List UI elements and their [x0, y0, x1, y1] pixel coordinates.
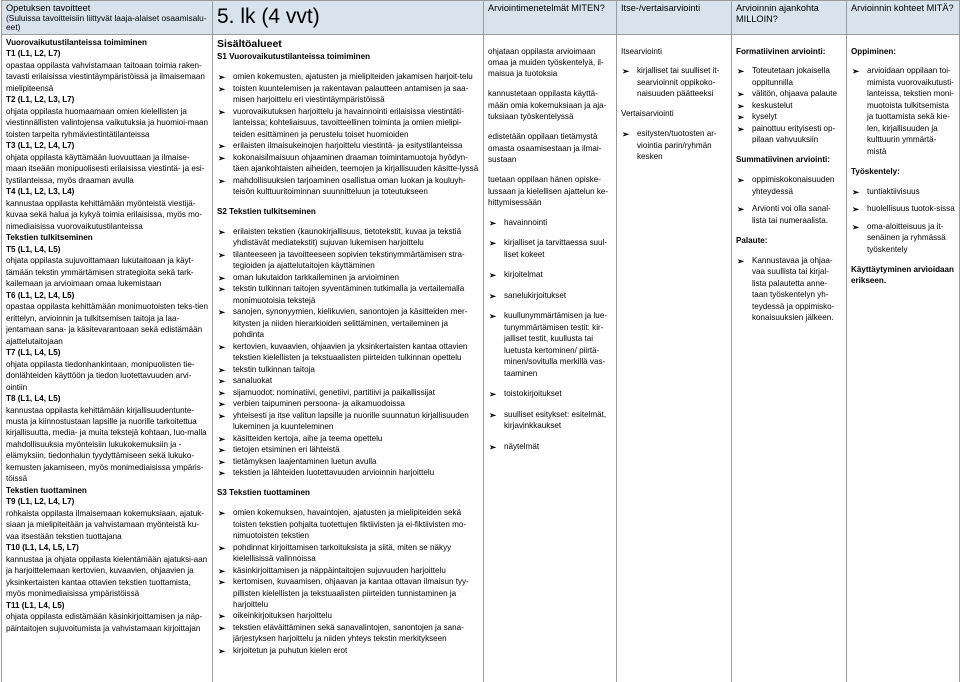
learning-list: [851, 65, 955, 157]
list-item: [217, 444, 479, 455]
arrow-bullet-icon: ➢: [218, 399, 226, 410]
header-targets-title: Arvioinnin kohteet MITÄ?: [851, 3, 954, 13]
goal-text: opastaa oppilasta kehittämään monimuotoisten teks-tien erittelyn, arvioinnin ja tulkitsemisen taitoja ja laa-jentamaan sana- ja käsitevarantoaan sekä edistämään ajattelutaitojaan: [6, 302, 208, 346]
list-item-text: huolellisuus tuotok-sissa: [867, 204, 955, 214]
goal-text: ohjata oppilasta edistämään käsinkirjoittamisen ja näp-päintaitojen sujuvoitumista ja vahvistamaan kirjoittajan: [6, 612, 203, 633]
goal-code: T10 (L1, L4, L5, L7): [6, 543, 79, 553]
list-item-text: toisten kuuntelemisen ja rakentavan palautteen antamisen ja saa-misen harjoittelu eri viestintäympäristöissä: [233, 83, 469, 105]
list-item-text: kirjoitetun ja puhutun kielen erot: [233, 645, 348, 655]
arrow-bullet-icon: ➢: [218, 508, 226, 519]
list-item: [217, 456, 479, 467]
list-item: [736, 255, 842, 324]
learning-title: Oppiminen:: [851, 46, 896, 56]
list-item-text: kirjoitelmat: [504, 270, 543, 280]
methods-list: [488, 217, 612, 228]
arrow-bullet-icon: ➢: [218, 72, 226, 83]
arrow-bullet-icon: ➢: [489, 290, 497, 301]
list-item: [217, 467, 479, 478]
header-methods: [484, 1, 617, 35]
goal-code: T8 (L1, L4, L5): [6, 394, 61, 404]
list-item-text: kertovien, kuvaavien, ohjaavien ja yksinkertaisten kantaa ottavien tekstien kielellisten ja tekstuaalisten piirteiden tulkinnan opettelu: [233, 341, 468, 363]
list-item-text: kyselyt: [752, 112, 777, 122]
arrow-bullet-icon: ➢: [218, 83, 226, 94]
arrow-bullet-icon: ➢: [622, 129, 630, 140]
list-item: [217, 306, 479, 340]
method-paragraph: edistetään oppilaan tietämystä omasta osaamisestaan ja ilmai-sustaan: [488, 132, 602, 165]
header-goals: [2, 1, 213, 35]
list-item: [488, 409, 612, 432]
list-item-text: näytelmät: [504, 441, 540, 451]
list-item-text: omien kokemusten, ajatusten ja mielipiteiden jakamisen harjoit-telu: [233, 72, 473, 82]
targets-cell: [847, 35, 960, 682]
arrow-bullet-icon: ➢: [737, 89, 745, 100]
feedback-title: Palaute:: [736, 235, 768, 245]
list-item-text: sanaluokat: [233, 376, 273, 386]
list-item: [217, 576, 479, 610]
list-item-text: tietämyksen laajentaminen luetun avulla: [233, 456, 377, 466]
arrow-bullet-icon: ➢: [852, 221, 860, 232]
list-item: [217, 433, 479, 444]
list-item-text: tuntiaktiivisuus: [867, 186, 920, 196]
goal-text: ohjata oppilasta huomaamaan omien kielellisten ja viestinnällisten valintojensa vaikutuksia ja huomioi-maan toisten tarpeita ryhmäviestintätilanteissa: [6, 106, 208, 139]
goals-block: [6, 37, 208, 682]
arrow-bullet-icon: ➢: [737, 100, 745, 111]
list-item: [217, 71, 479, 82]
list-item-text: yhteisesti ja itse valitun lapsille ja nuorille suunnatun kirjallisuuden lukeminen ja kuunteleminen: [233, 410, 469, 432]
arrow-bullet-icon: ➢: [489, 389, 497, 400]
list-item-text: tilanteeseen ja tavoitteeseen sopivien tekstinymmärtämisen stra-tegioiden ja ajattelutaitojen käyttäminen: [233, 249, 465, 271]
list-item: [851, 203, 955, 214]
goal-code: T5 (L1, L4, L5): [6, 244, 61, 254]
list-item-text: tietojen etsiminen eri lähteistä: [233, 445, 340, 455]
arrow-bullet-icon: ➢: [218, 387, 226, 398]
list-item-text: vuorovaikutuksen harjoittelu ja havainnointi erilaisissa viestintäti-lanteissa; kohteliaisuus, tavoitteellinen toiminta ja omien mielipi-teiden esittäminen ja perustelu toiset huomioiden: [233, 106, 464, 139]
goal-text: ohjata oppilasta sujuvoittamaan lukutaitoaan ja käyt-tämään tekstin ymmärtämisen strategioita sekä tark-kailemaan ja arvioimaan omaa lukemistaan: [6, 256, 194, 289]
list-item: [488, 388, 612, 399]
goal-code: T3 (L1, L2, L4, L7): [6, 141, 75, 151]
list-item-text: tekstien ja lähteiden luotettavuuden arvioinnin harjoittelu: [233, 468, 435, 478]
goal-code: T2 (L1, L2, L3, L7): [6, 95, 75, 105]
list-item: [217, 283, 479, 306]
list-item: [217, 542, 479, 565]
header-timing-title: Arvioinnin ajankohta MILLOIN?: [736, 3, 819, 24]
skills-title: Työskentely:: [851, 166, 900, 176]
summative-title: Summatiivinen arviointi:: [736, 155, 830, 165]
list-item: [217, 226, 479, 249]
grade-title: 5. lk (4 vvt): [217, 5, 320, 28]
header-targets: [847, 1, 960, 35]
arrow-bullet-icon: ➢: [218, 376, 226, 387]
list-item: [851, 221, 955, 255]
arrow-bullet-icon: ➢: [218, 565, 226, 576]
arrow-bullet-icon: ➢: [852, 204, 860, 215]
list-item-text: oman lukutaidon tarkkaileminen ja arvioiminen: [233, 272, 400, 282]
list-item-text: suulliset esitykset: esitelmät, kirjavinkkaukset: [504, 409, 607, 431]
goal-text: kannustaa oppilasta kehittämään kirjallisuudentunte-musta ja kiinnostustaan lapsille ja nuorille tarkoitettua kirjallisuutta, media- ja muita tekstejä kohtaan, luo-malla mahdollisuuksia myönteisiin lukukokemuksiin ja -elämyksiin, tiedonhalun tyydyttämiseen sekä lukuko-kemusten jakamiseen, myös monimediaisissa ympäris-töissä: [6, 405, 207, 484]
list-item: [217, 175, 479, 198]
arrow-bullet-icon: ➢: [489, 311, 497, 322]
header-self-peer-title: Itse-/vertaisarviointi: [621, 3, 701, 13]
arrow-bullet-icon: ➢: [218, 284, 226, 295]
list-item: [736, 174, 842, 197]
goals-list: [6, 244, 208, 485]
list-item-text: mahdollisuuksien tarjoaminen osallistua oman luokan ja kouluyh-teisön kulttuuritoiminnan suunnitteluun ja toteutukseen: [233, 175, 466, 196]
arrow-bullet-icon: ➢: [737, 255, 745, 266]
goals-list: [6, 48, 208, 232]
formative-title: Formatiivinen arviointi:: [736, 46, 826, 56]
list-item: [736, 203, 842, 226]
list-item: [736, 123, 842, 146]
arrow-bullet-icon: ➢: [489, 218, 497, 229]
goal-text: kannustaa oppilasta kehittämään myönteistä viestijä-kuvaa sekä halua ja kykyä toimia erilaisissa, myös mo-nimediaisissa vuorovaikutustilanteissa: [6, 198, 203, 231]
arrow-bullet-icon: ➢: [218, 249, 226, 260]
curriculum-table: [1, 0, 960, 682]
list-item: [217, 375, 479, 386]
list-item-text: sanelukirjoitukset: [504, 290, 567, 300]
self-list: [621, 65, 727, 99]
arrow-bullet-icon: ➢: [489, 238, 497, 249]
arrow-bullet-icon: ➢: [218, 141, 226, 152]
list-item: [621, 128, 727, 162]
list-item: [217, 645, 479, 656]
header-row: [2, 1, 960, 35]
methods-cell: [484, 35, 617, 682]
arrow-bullet-icon: ➢: [218, 410, 226, 421]
list-item-text: sanojen, synonyymien, kielikuvien, sanontojen ja käsitteiden mer-kitysten ja niiden hierarkioiden selittäminen, vertaileminen ja pohdinta: [233, 307, 468, 340]
arrow-bullet-icon: ➢: [737, 123, 745, 134]
arrow-bullet-icon: ➢: [218, 456, 226, 467]
list-item-text: oma-aloitteisuus ja it-senäinen ja ryhmässä työskentely: [867, 221, 946, 254]
list-item: [488, 237, 612, 260]
summative-list: [736, 174, 842, 226]
list-item: [217, 387, 479, 398]
s2-title: S2 Tekstien tulkitseminen: [217, 206, 316, 216]
list-item: [736, 111, 842, 122]
list-item-text: tekstin tulkinnan taitojen syventäminen tutkimalla ja vertailemalla monimuotoisia tekstejä: [233, 284, 465, 305]
list-item-text: toistokirjoitukset: [504, 389, 562, 399]
content-row: [2, 35, 960, 682]
list-item-text: oikeinkirjoituksen harjoittelu: [233, 611, 332, 621]
arrow-bullet-icon: ➢: [218, 622, 226, 633]
list-item-text: omien kokemuksen, havaintojen, ajatusten ja mielipiteiden sekä toisten tekstien pohjalta tuotettujen fiktiivisten ja ei-fiktiivisten mo-nimuotoisten tekstien: [233, 508, 467, 541]
timing-block: [736, 37, 842, 682]
goal-code: T6 (L1, L2, L4, L5): [6, 290, 75, 300]
arrow-bullet-icon: ➢: [737, 175, 745, 186]
content-areas-cell: [213, 35, 484, 682]
list-item: [851, 65, 955, 157]
list-item: [217, 410, 479, 433]
arrow-bullet-icon: ➢: [218, 364, 226, 375]
goals-section-title: Tekstien tulkitseminen: [6, 233, 93, 243]
arrow-bullet-icon: ➢: [218, 445, 226, 456]
arrow-bullet-icon: ➢: [489, 441, 497, 452]
list-item-text: kirjalliset tai suulliset it-searvioinnit oppikoko-naisuuden päätteeksi: [637, 66, 720, 99]
list-item: [736, 100, 842, 111]
arrow-bullet-icon: ➢: [489, 409, 497, 420]
list-item-text: keskustelut: [752, 100, 793, 110]
goal-code: T4 (L1, L2, L3, L4): [6, 187, 75, 197]
arrow-bullet-icon: ➢: [218, 272, 226, 283]
arrow-bullet-icon: ➢: [218, 577, 226, 588]
list-item: [217, 341, 479, 364]
list-item-text: Kannustavaa ja ohjaa-vaa suullista tai kirjal-lista palautetta anne-taan työskentelyn yh-teydessä ja oppimisko-konaisuuksien jälkeen.: [752, 255, 835, 323]
arrow-bullet-icon: ➢: [218, 542, 226, 553]
peer-list: [621, 128, 727, 162]
arrow-bullet-icon: ➢: [852, 66, 860, 77]
header-timing: [732, 1, 847, 35]
arrow-bullet-icon: ➢: [218, 645, 226, 656]
list-item: [621, 65, 727, 99]
list-item-text: havainnointi: [504, 218, 548, 228]
s3-list: [217, 507, 479, 656]
header-grade: [213, 1, 484, 35]
goal-text: kannustaa ja ohjata oppilasta kielentämään ajatuksi-aan ja harjoittelemaan kertovien, kuvaavien, ohjaavien ja yksinkertaisten kantaa ottavien tekstien tuottamista, myös monimediaisissa ympäristöissä: [6, 554, 208, 599]
arrow-bullet-icon: ➢: [737, 66, 745, 77]
list-item: [217, 249, 479, 272]
list-item: [217, 152, 479, 175]
arrow-bullet-icon: ➢: [489, 270, 497, 281]
s3-title: S3 Tekstien tuottaminen: [217, 488, 310, 498]
list-item: [217, 622, 479, 645]
arrow-bullet-icon: ➢: [218, 307, 226, 318]
methods-block: [488, 37, 612, 682]
goal-text: ohjata oppilasta käyttämään luovuuttaan ja ilmaise-maan itseään monipuolisesti erilaisissa viestintä- ja esi-tystilanteissa, myös draaman avulla: [6, 152, 205, 185]
arrow-bullet-icon: ➢: [218, 175, 226, 186]
self-peer-block: [621, 37, 727, 682]
feedback-list: [736, 255, 842, 324]
arrow-bullet-icon: ➢: [737, 204, 745, 215]
s1-title: S1 Vuorovaikutustilanteissa toimiminen: [217, 52, 371, 62]
goal-text: rohkaista oppilasta ilmaisemaan kokemuksiaan, ajatuk-siaan ja mielipiteitään ja vahvistamaan myönteistä ku-vaa itsestään tekstien tuottajana: [6, 508, 204, 541]
method-paragraph: kannustetaan oppilasta käyttä-mään omia kokemuksiaan ja aja-tuksiaan työskentelyssä: [488, 89, 607, 122]
list-item-text: kokonaisilmaisuun ohjaaminen draaman toimintamuotoja hyödyn-täen ajankohtaisten aiheiden, teemojen ja kirjallisuuden käsitte-lyssä: [233, 152, 479, 174]
list-item: [488, 269, 612, 280]
list-item: [488, 217, 612, 228]
list-item-text: erilaisten tekstien (kaunokirjallisuus, tietotekstit, kuvaa ja tekstiä yhdistävät mediatekstit) sujuvan lukemisen harjoittelu: [233, 226, 462, 248]
list-item-text: sijamuodot: nominatiivi, genetiivi, partitiivi ja paikallissijat: [233, 387, 435, 397]
s1-list: [217, 71, 479, 197]
goals-cell: [2, 35, 213, 682]
formative-list: [736, 65, 842, 145]
list-item-text: kirjalliset ja tarvittaessa suul-liset kokeet: [504, 238, 608, 259]
methods-list: [488, 237, 612, 452]
self-title: Itsearviointi: [621, 46, 662, 56]
goal-code: T9 (L1, L2, L4, L7): [6, 497, 75, 507]
arrow-bullet-icon: ➢: [218, 106, 226, 117]
content-areas-heading: Sisältöalueet: [217, 38, 282, 50]
arrow-bullet-icon: ➢: [218, 433, 226, 444]
behaviour-note: Käyttäytyminen arvioidaan erikseen.: [851, 264, 955, 286]
goal-text: opastaa oppilasta vahvistamaan taitoaan toimia raken-tavasti erilaisissa viestintäympäristöissä ja ilmaisemaan mielipiteensä: [6, 60, 205, 93]
method-paragraph: tuetaan oppilaan hänen opiske-lussaan ja kielellisen ajattelun ke-hittymisessään: [488, 175, 609, 208]
list-item-text: tekstien eläväittäminen sekä sanavalintojen, sanontojen ja sana-järjestyksen harjoittelu ja niiden yhteys tekstin merkitykseen: [233, 622, 464, 644]
list-item: [488, 310, 612, 379]
goal-code: T1 (L1, L2, L7): [6, 49, 61, 59]
list-item-text: käsinkirjoittamisen ja näppäintaitojen sujuvuuden harjoittelu: [233, 565, 446, 575]
methods-paragraphs: [488, 37, 612, 217]
goals-list: [6, 496, 208, 634]
goal-code: T7 (L1, L4, L5): [6, 348, 61, 358]
list-item-text: verbien taipuminen persoona- ja aikamuodoissa: [233, 399, 405, 409]
content-areas-block: [217, 37, 479, 682]
self-peer-cell: [617, 35, 732, 682]
list-item: [217, 610, 479, 621]
list-item-text: pohdinnat kirjoittamisen tarkoituksista ja siitä, miten se näkyy kielellisissä valinnoissa: [233, 542, 452, 564]
arrow-bullet-icon: ➢: [218, 226, 226, 237]
list-item: [217, 565, 479, 576]
arrow-bullet-icon: ➢: [218, 611, 226, 622]
arrow-bullet-icon: ➢: [737, 112, 745, 123]
list-item: [217, 106, 479, 140]
list-item-text: oppimiskokonaisuuden yhteydessä: [752, 175, 835, 196]
s2-list: [217, 226, 479, 479]
header-goals-title: Opetuksen tavoitteet: [6, 3, 91, 13]
header-goals-subtitle: (Suluissa tavoitteisiin liittyvät laaja-alaiset osaamisalu-eet): [6, 12, 207, 33]
list-item: [217, 272, 479, 283]
list-item-text: arvioidaan oppilaan toi-mimista vuorovaikutusti-lanteissa, tekstien moni-muotoista tulkitsemista ja tuottamista sekä kie-len, kirjallisuuden ja kulttuurin ymmärtä-mistä: [867, 66, 954, 156]
arrow-bullet-icon: ➢: [218, 152, 226, 163]
list-item-text: käsitteiden kertoja, aihe ja teema opettelu: [233, 433, 383, 443]
arrow-bullet-icon: ➢: [218, 341, 226, 352]
list-item: [488, 290, 612, 301]
list-item: [217, 83, 479, 106]
list-item: [736, 65, 842, 88]
skills-list: [851, 186, 955, 255]
list-item: [851, 186, 955, 197]
arrow-bullet-icon: ➢: [852, 186, 860, 197]
list-item-text: välitön, ohjaava palaute: [752, 89, 838, 99]
list-item: [488, 441, 612, 452]
targets-block: [851, 37, 955, 682]
list-item: [736, 88, 842, 99]
list-item-text: kertomisen, kuvaamisen, ohjaavan ja kantaa ottavan ilmaisun tyy-pillisten kielellisten ja tekstuaalisten piirteiden tunnistaminen ja harjoittelu: [233, 577, 469, 609]
header-self-peer: [617, 1, 732, 35]
list-item-text: Arvionti voi olla sanal-lista tai numeraalista.: [752, 204, 831, 225]
list-item: [217, 140, 479, 151]
list-item: [217, 507, 479, 541]
list-item-text: tekstin tulkinnan taitoja: [233, 364, 315, 374]
method-paragraph: ohjataan oppilasta arvioimaan omaa ja muiden työskentelyä, il-maisua ja tuotoksia: [488, 46, 604, 79]
list-item: [217, 398, 479, 409]
list-item-text: kuullunymmärtämisen ja lue-tunymmärtämisen testit: kir-jalliset testit, kuullusta tai luetusta kertominen/ piirtä-minen/sovitulla merkillä vas-taaminen: [504, 311, 608, 378]
list-item-text: esitysten/tuotosten ar-viointia parin/ryhmän kesken: [637, 129, 717, 162]
peer-title: Vertaisarviointi: [621, 109, 674, 119]
list-item-text: painottuu erityisesti op-pilaan vahvuuksiin: [752, 123, 836, 145]
timing-cell: [732, 35, 847, 682]
list-item-text: erilaisten ilmaisukeinojen harjoittelu viestintä- ja esitystilanteissa: [233, 141, 463, 151]
goal-code: T11 (L1, L4, L5): [6, 600, 65, 610]
goals-section-title: Vuorovaikutustilanteissa toimiminen: [6, 38, 147, 47]
arrow-bullet-icon: ➢: [218, 468, 226, 479]
arrow-bullet-icon: ➢: [622, 66, 630, 77]
list-item: [217, 364, 479, 375]
header-methods-title: Arviointimenetelmät MITEN?: [488, 3, 605, 13]
goals-section-title: Tekstien tuottaminen: [6, 485, 87, 495]
list-item-text: Toteutetaan jokaisella oppitunnilla: [752, 66, 830, 87]
goal-text: ohjata oppilasta tiedonhankintaan, monipuolisten tie-donlähteiden käyttöön ja tiedon luotettavuuden arvi-ointiin: [6, 359, 195, 392]
